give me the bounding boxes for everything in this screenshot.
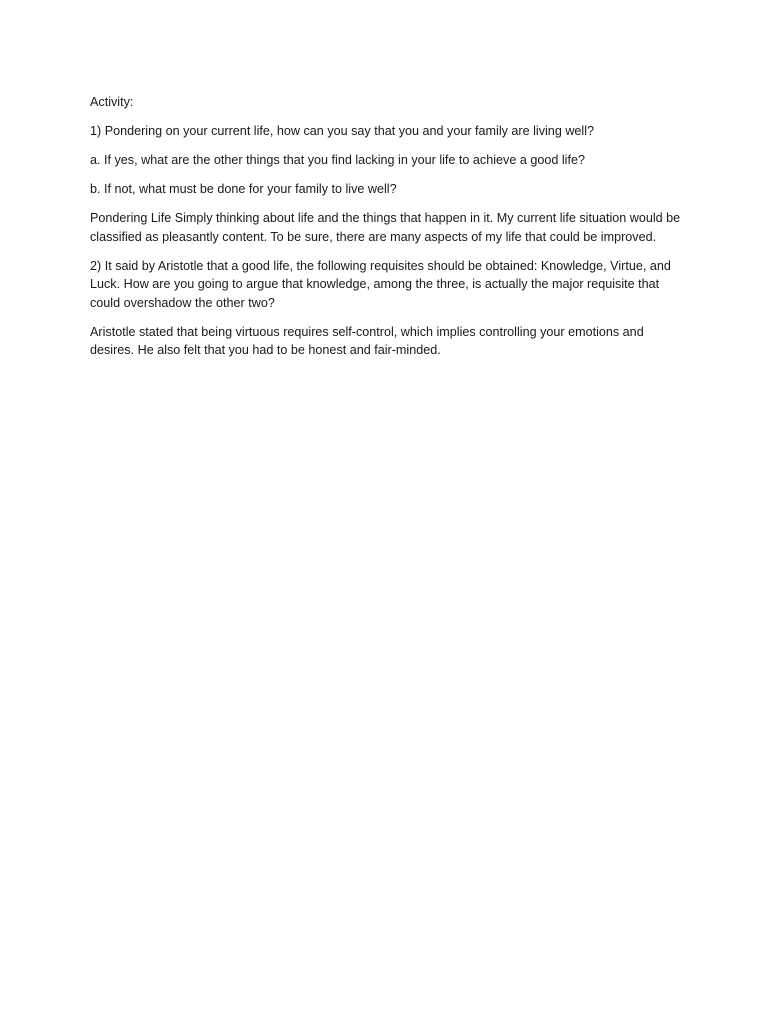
document-body [90, 93, 686, 370]
question-1b: b. If not, what must be done for your family to live well? [90, 182, 397, 196]
answer-2: Aristotle stated that being virtuous requires self-control, which implies controlling your emotions and desires. He also felt that you had to be honest and fair-minded. [90, 324, 644, 357]
answer-1: Pondering Life Simply thinking about life and the things that happen in it. My current life situation would be classified as pleasantly content. To be sure, there are many aspects of my life that could be improved. [90, 211, 681, 244]
question-1: 1) Pondering on your current life, how can you say that you and your family are living well? [90, 124, 595, 138]
question-2: 2) It said by Aristotle that a good life, the following requisites should be obtained: Knowledge, Virtue, and Luck. How are you going to argue that knowledge, among the three, is actually the major requisite that could overshadow the other two? [90, 258, 671, 310]
question-1a: a. If yes, what are the other things that you find lacking in your life to achieve a good life? [90, 153, 585, 167]
activity-heading: Activity: [90, 95, 134, 109]
